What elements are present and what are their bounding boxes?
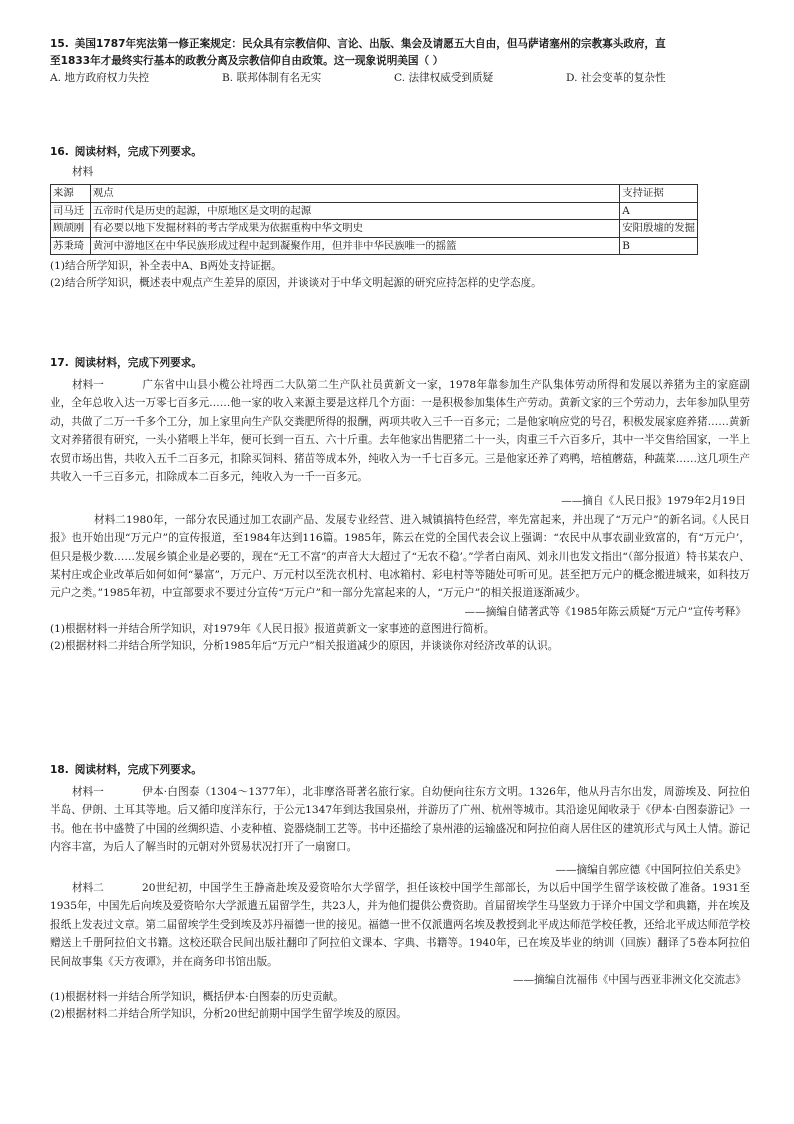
table-header-evidence: 支持证据: [620, 185, 698, 203]
q17-ask-2: (2)根据材料二并结合所学知识，分析1985年后“万元户”相关报道减少的原因，并谈谈你对经济改革的认识。: [50, 640, 559, 653]
q16-material-label: 材料: [72, 166, 94, 178]
q17-m1-source: ——摘自《人民日报》1979年2月19日: [561, 495, 746, 508]
q17-material-1: [50, 376, 750, 486]
q16-title: 阅读材料，完成下列要求。: [74, 146, 202, 158]
q18-m1-text: 伊本·白图泰（1304～1377年），北非摩洛哥著名旅行家。自幼便向往东方文明。1326年，他从丹吉尔出发，周游埃及、阿拉伯半岛、伊朗、土耳其等地。后又循印度洋东行，于公元1347年到达我国泉州，并游历了广州、杭州等城市。其沿途见闻收录于《伊本·白图泰游记》一书。他在书中盛赞了中国的丝绸织造、小麦种植、瓷器烧制工艺等。书中还描绘了泉州港的运输盛况和阿拉伯商人居住区的建筑形式与风土人情。游记内容丰富，为后人了解当时的元朝对外贸易状况打开了一扇窗口。: [50, 786, 750, 854]
table-cell-view: 五帝时代是历史的起源，中原地区是文明的起源: [90, 202, 619, 220]
q17-m2-label: 材料二: [94, 513, 126, 526]
q18-material-2: [50, 879, 750, 971]
q17-material-2: [50, 511, 750, 603]
table-header-row: [51, 185, 698, 203]
q18-m2-text: 20世纪初，中国学生王静斋赴埃及爱资哈尔大学留学，担任该校中国学生部部长，为以后中国学生留学该校做了准备。1931至1935年，中国先后向埃及爱资哈尔大学派遣五届留学生，共23人，并为他们提供公费资助。首届留埃学生马坚致力于译介中国文学和典籍，并在埃及报纸上发表过文章。第二届留埃学生受到埃及苏丹福德一世的接见。福德一世不仅派遣两名埃及教授到北平成达师范学校任教，还给北平成达师范学校赠送上千册阿拉伯文书籍。这校还联合民间出版社翻印了阿拉伯文课本、字典、书籍等。1940年，已在埃及毕业的纳训（回族）翻译了5卷本阿拉伯民间故事集《天方夜谭》，并在商务印书馆出版。: [50, 882, 750, 968]
table-row: [51, 202, 698, 220]
q18-ask-2: (2)根据材料二并结合所学知识，分析20世纪前期中国学生留学埃及的原因。: [50, 1008, 407, 1021]
q17-m2-source: ——摘编自储著武等《1985年陈云质疑“万元户”宣传考释》: [464, 605, 746, 618]
q15-stem: [50, 36, 750, 70]
q15-number: 15.: [50, 38, 69, 50]
table-cell-evidence: 安阳殷墟的发掘: [620, 220, 698, 238]
q15-stem-line2: 至1833年才最终实行基本的政教分离及宗教信仰自由政策。这一现象说明美国（ ）: [50, 55, 444, 67]
question-15: [50, 36, 750, 87]
q15-option-c[interactable]: C. 法律权威受到质疑: [394, 72, 494, 84]
q17-heading: [50, 355, 750, 370]
q15-option-a[interactable]: A. 地方政府权力失控: [50, 72, 150, 84]
table-cell-view: 黄河中游地区在中华民族形成过程中起到凝聚作用，但并非中华民族唯一的摇篮: [90, 237, 619, 255]
q18-m2-source: ——摘编自沈福伟《中国与西亚非洲文化交流志》: [512, 974, 746, 987]
table-header-source: 来源: [51, 185, 91, 203]
q16-number: 16.: [50, 146, 69, 158]
q16-heading: [50, 144, 750, 159]
question-16: [50, 144, 750, 292]
table-cell-evidence: A: [620, 202, 698, 220]
q18-title: 阅读材料，完成下列要求。: [74, 764, 202, 776]
q15-option-d[interactable]: D. 社会变革的复杂性: [566, 72, 666, 84]
q18-number: 18.: [50, 764, 69, 776]
table-row: [51, 220, 698, 238]
q18-heading: [50, 762, 750, 777]
q16-ask-1: (1)结合所学知识，补全表中A、B两处支持证据。: [50, 260, 282, 272]
table-cell-source: 苏秉琦: [51, 237, 91, 255]
q17-m2-text: 1980年，一部分农民通过加工农副产品、发展专业经营、进入城镇搞特色经营，率先富起来，并出现了“万元户”的新名词。《人民日报》也开始出现“万元户”的宣传报道，至1984年达到116篇。1985年，陈云在党的全国代表会议上强调：“农民中从事农副业致富的，有“万元户’，但只是极少数……发展乡镇企业是必要的，现在“无工不富”的声音大大超过了“无农不稳’。”学者白南风、刘永川也发文指出“（部分报道）特书某农户、某村庄或企业改革后如何如何“暴富”，万元户、万元村以至洗衣机村、电冰箱村、彩电村等等随处可听可见。甚至把万元户的概念搬进城来，如科技万元户之类。”1985年初，中宣部要求不要过分宣传“万元户”和一部分先富起来的人，“万元户”的相关报道逐渐减少。: [50, 513, 750, 600]
q15-stem-line1: 美国1787年宪法第一修正案规定：民众具有宗教信仰、言论、出版、集会及请愿五大自由，但马萨诸塞州的宗教寡头政府，直: [74, 38, 666, 50]
q18-material-1: [50, 783, 750, 857]
q18-m2-label: 材料二: [72, 882, 104, 895]
q15-option-b[interactable]: B. 联邦体制有名无实: [222, 72, 322, 84]
table-cell-source: 司马迁: [51, 202, 91, 220]
table-header-view: 观点: [90, 185, 619, 203]
q18-ask-1: (1)根据材料一并结合所学知识，概括伊本·白图泰的历史贡献。: [50, 991, 344, 1004]
table-row: [51, 237, 698, 255]
q16-ask-2: (2)结合所学知识，概述表中观点产生差异的原因，并谈谈对于中华文明起源的研究应持怎样的史学态度。: [50, 277, 542, 289]
q17-number: 17.: [50, 357, 69, 369]
q15-options: [50, 70, 750, 87]
q17-title: 阅读材料，完成下列要求。: [74, 357, 202, 369]
q16-table: [50, 184, 698, 255]
q17-ask-1: (1)根据材料一并结合所学知识，对1979年《人民日报》报道黄新文一家事迹的意图进行简析。: [50, 623, 495, 636]
q18-m1-source: ——摘编自郭应德《中国阿拉伯关系史》: [555, 863, 746, 876]
question-17: [50, 355, 750, 655]
table-cell-evidence: B: [620, 237, 698, 255]
table-cell-view: 有必要以地下发掘材料的考古学成果为依据重构中华文明史: [90, 220, 619, 238]
question-18: [50, 762, 750, 1023]
q18-m1-label: 材料一: [72, 786, 104, 798]
q17-m1-text: 广东省中山县小榄公社埒西二大队第二生产队社员黄新文一家，1978年靠参加生产队集体劳动所得和发展以养猪为主的家庭副业，全年总收入达一万零七百多元……他一家的收入来源主要是这样几个方面：一是积极参加集体生产劳动。黄新文家的三个劳动力，去年参加队里劳动，共做了二万一千多个工分，加上家里向生产队交粪肥所得的报酬，两项共收入三千一百多元；二是他家响应党的号召，积极发展家庭养猪……黄新文对养猪很有研究，一头小猪喂上半年，便可长到一百五、六十斤重。去年他家出售肥猪二十一头，肉重三千六百多斤，其中一半交售给国家，一半上农贸市场出售，共收入五千二百多元，扣除买饲料、猪苗等成本外，纯收入为一千七百多元。三是他家还养了鸡鸭，培植蘑菇，种蔬菜……这几项生产共收入一千三百多元，扣除成本二百多元，纯收入为一千一百多元。: [50, 379, 750, 484]
q17-m1-label: 材料一: [72, 379, 104, 391]
table-cell-source: 顾颉刚: [51, 220, 91, 238]
